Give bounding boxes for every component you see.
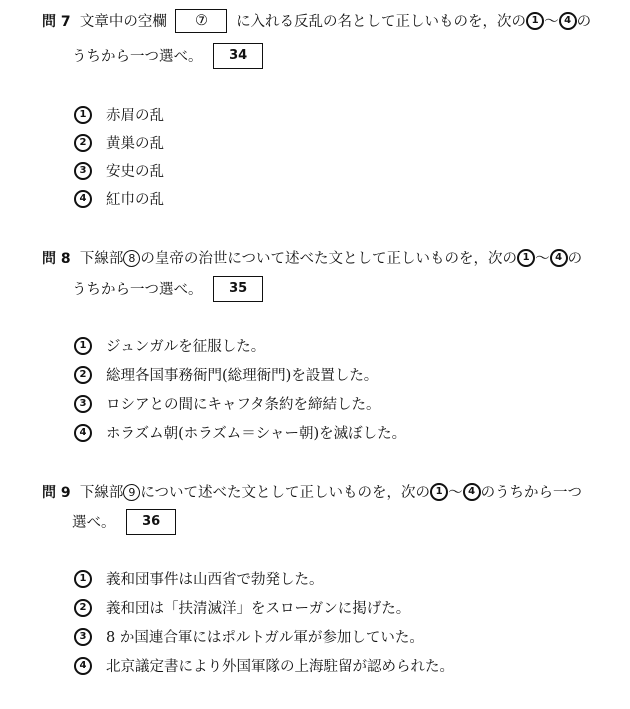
choice-text: 8 か国連合軍にはポルトガル軍が参加していた。 [106,630,424,646]
choice-text: 総理各国事務衙門(総理衙門)を設置した。 [106,368,379,384]
question-text: の [567,251,583,267]
circled-number-icon: 1 [74,337,92,355]
circled-number-icon: 4 [74,657,92,675]
circled-reference-icon: 8 [123,250,140,267]
question-9-line-2 [72,510,176,536]
range-separator: 〜 [544,14,559,30]
question-text: 選べ。 [72,515,116,531]
circled-number-icon: 2 [74,599,92,617]
choice-text: 義和団事件は山西省で勃発した。 [106,572,324,588]
choice-item[interactable] [74,190,164,210]
question-text: うちから一つ選べ。 [72,282,203,298]
question-text: 下線部 [79,251,124,267]
choice-text: ジュンガルを征服した。 [106,339,266,355]
circled-number-icon: 4 [559,12,577,30]
choice-text: 紅巾の乱 [106,192,164,208]
question-text: に入れる反乱の名として正しいものを，次の [236,14,527,30]
choice-item[interactable] [74,134,164,154]
question-text: 下線部 [79,485,124,501]
choice-text: ホラズム朝(ホラズム＝シャー朝)を滅ぼした。 [106,426,407,442]
question-7-line-1 [42,10,591,34]
circled-number-icon: 4 [74,424,92,442]
choice-item[interactable] [74,337,265,357]
circled-number-icon: 1 [430,483,448,501]
circled-number-icon: 2 [74,134,92,152]
answer-box[interactable]: 35 [213,276,263,302]
choice-text: ロシアとの間にキャフタ条約を締結した。 [106,397,381,413]
circled-number-icon: 4 [463,483,481,501]
circled-number-icon: 1 [526,12,544,30]
question-7-line-2 [72,44,263,70]
question-text: の [576,14,592,30]
question-text: 文章中の空欄 [79,14,167,30]
choice-item[interactable] [74,628,424,648]
circled-reference-icon: 9 [123,484,140,501]
choice-item[interactable] [74,570,324,590]
answer-box[interactable]: 36 [126,509,176,535]
circled-number-icon: 4 [74,190,92,208]
blank-box [175,9,227,33]
choice-text: 安史の乱 [106,164,164,180]
circled-number-icon: 4 [550,249,568,267]
circled-number-icon: 1 [517,249,535,267]
circled-number-icon: 1 [74,106,92,124]
question-8-line-2 [72,277,263,303]
choice-item[interactable] [74,395,380,415]
choice-item[interactable] [74,162,164,182]
answer-box[interactable]: 34 [213,43,263,69]
circled-number-icon: 1 [74,570,92,588]
question-number: 問 9 [42,485,71,501]
choice-item[interactable] [74,106,164,126]
question-text: うちから一つ選べ。 [72,49,203,65]
question-number: 問 7 [42,14,71,30]
question-text: のうちから一つ [480,485,583,501]
choice-text: 義和団は「扶清滅洋」をスローガンに掲げた。 [106,601,411,617]
blank-symbol: ⑦ [194,13,208,29]
circled-number-icon: 3 [74,162,92,180]
choice-item[interactable] [74,599,410,619]
choice-item[interactable] [74,366,378,386]
question-8-line-1 [42,248,582,270]
choice-item[interactable] [74,424,406,444]
circled-number-icon: 3 [74,395,92,413]
choice-text: 北京議定書により外国軍隊の上海駐留が認められた。 [106,659,454,675]
question-9-line-1 [42,482,582,504]
choice-item[interactable] [74,657,454,677]
question-text: の皇帝の治世について述べた文として正しいものを，次の [140,251,518,267]
choice-text: 赤眉の乱 [106,108,164,124]
choice-text: 黄巣の乱 [106,136,164,152]
circled-number-icon: 2 [74,366,92,384]
range-separator: 〜 [448,485,463,501]
question-text: について述べた文として正しいものを，次の [140,485,431,501]
circled-number-icon: 3 [74,628,92,646]
question-number: 問 8 [42,251,71,267]
range-separator: 〜 [535,251,550,267]
